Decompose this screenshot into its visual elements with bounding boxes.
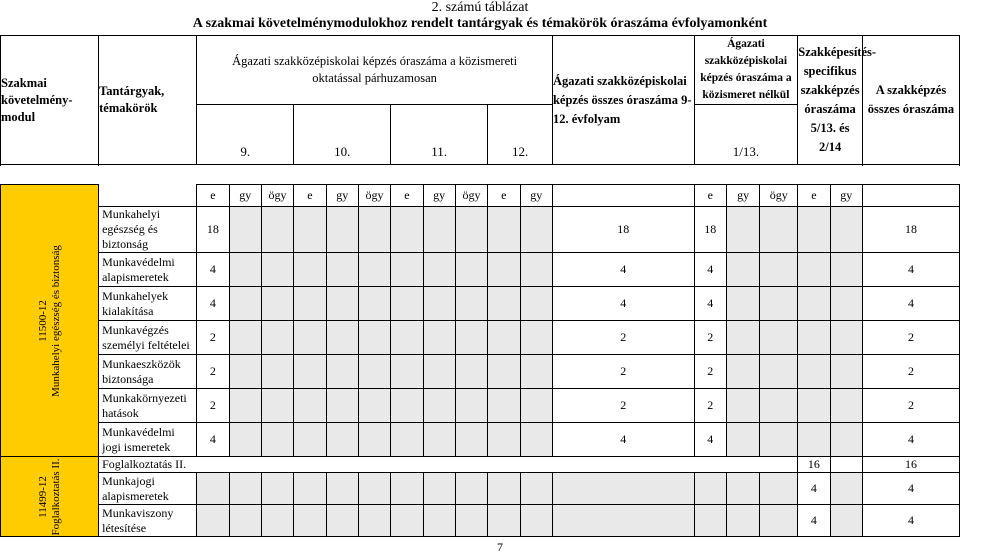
value-cell: 4 xyxy=(197,423,229,457)
topic-cell: Munkavédelmi jogi ismeretek xyxy=(99,423,197,457)
type-cell: ögy xyxy=(760,185,798,207)
value-cell: 2 xyxy=(197,321,229,355)
module-code-11500: 11500-12 xyxy=(36,299,49,342)
value-cell: 18 xyxy=(552,207,694,253)
value-cell: 16 xyxy=(862,457,959,473)
value-cell: 4 xyxy=(552,287,694,321)
table-row xyxy=(1,321,960,355)
type-cell xyxy=(552,185,694,207)
type-cell: e xyxy=(294,185,326,207)
value-cell: 4 xyxy=(862,253,959,287)
topic-cell: Munkavégzés személyi feltételei xyxy=(99,321,197,355)
value-cell: 18 xyxy=(862,207,959,253)
value-cell: 18 xyxy=(197,207,229,253)
header-gap xyxy=(1,165,960,185)
topic-cell: Munkahelyek kialakítása xyxy=(99,287,197,321)
header-subjects: Tantárgyak, témakörök xyxy=(99,36,197,165)
value-cell: 4 xyxy=(552,253,694,287)
topic-cell: Munkavédelmi alapismeretek xyxy=(99,253,197,287)
table-number: 2. számú táblázat xyxy=(431,0,529,15)
module-11500 xyxy=(1,185,99,457)
header-parallel: Ágazati szakközépiskolai képzés óraszáma a közismereti oktatással párhuzamosan xyxy=(197,36,553,105)
table-row xyxy=(1,389,960,423)
type-cell: ögy xyxy=(261,185,293,207)
value-cell: 4 xyxy=(798,505,830,537)
value-cell: 4 xyxy=(694,253,726,287)
header-without-general: Ágazati szakközépiskolai képzés óraszáma a közismeret nélkül xyxy=(694,36,798,105)
type-cell: gy xyxy=(229,185,261,207)
value-cell: 4 xyxy=(694,287,726,321)
header-specific: Szakképesítés-specifikus szakképzés óraszáma 5/13. és 2/14 xyxy=(798,36,863,165)
value-cell: 4 xyxy=(694,423,726,457)
type-row-blank xyxy=(99,185,197,207)
table-row xyxy=(1,287,960,321)
type-cell: e xyxy=(798,185,830,207)
value-cell: 4 xyxy=(862,505,959,537)
table-row xyxy=(1,457,960,473)
value-cell: 2 xyxy=(552,321,694,355)
value-cell: 4 xyxy=(862,287,959,321)
value-cell: 16 xyxy=(798,457,830,473)
table-row xyxy=(1,355,960,389)
header-sector-total: Ágazati szakközépiskolai képzés összes óraszáma 9-12. évfolyam xyxy=(552,36,694,165)
value-cell: 4 xyxy=(197,287,229,321)
module-code-11499: 11499-12 xyxy=(36,475,49,518)
header-year-11: 11. xyxy=(391,105,488,165)
header-total: A szakképzés összes óraszáma xyxy=(862,36,959,165)
topic-cell: Munkajogi alapismeretek xyxy=(99,473,197,505)
header-year-10: 10. xyxy=(294,105,391,165)
type-cell: e xyxy=(197,185,229,207)
type-cell: gy xyxy=(423,185,455,207)
value-cell: 2 xyxy=(862,389,959,423)
subject-label: Foglalkoztatás II. xyxy=(99,457,798,473)
header-year-13: 1/13. xyxy=(694,105,798,165)
type-cell: gy xyxy=(726,185,759,207)
value-cell: 2 xyxy=(694,355,726,389)
table-row xyxy=(1,423,960,457)
header-module: Szakmai követelmény-modul xyxy=(1,36,99,165)
module-name-11500: Munkahelyi egészség és biztonság xyxy=(49,244,62,397)
value-cell: 4 xyxy=(862,423,959,457)
table-row xyxy=(1,505,960,537)
value-cell: 2 xyxy=(694,321,726,355)
type-cell: gy xyxy=(830,185,862,207)
value-cell: 18 xyxy=(694,207,726,253)
value-cell: 2 xyxy=(197,389,229,423)
value-cell: 4 xyxy=(552,423,694,457)
topic-cell: Munkaeszközök biztonsága xyxy=(99,355,197,389)
type-cell: gy xyxy=(326,185,358,207)
module-11499 xyxy=(1,457,99,537)
table-row xyxy=(1,473,960,505)
value-cell: 2 xyxy=(197,355,229,389)
topic-cell: Munkaviszony létesítése xyxy=(99,505,197,537)
header-year-12: 12. xyxy=(488,105,553,165)
type-cell: e xyxy=(488,185,520,207)
type-cell: ögy xyxy=(358,185,390,207)
value-cell: 2 xyxy=(552,389,694,423)
value-cell: 2 xyxy=(862,355,959,389)
value-cell: 4 xyxy=(197,253,229,287)
value-cell: 2 xyxy=(862,321,959,355)
type-cell xyxy=(862,185,959,207)
page-number: 7 xyxy=(497,540,503,554)
value-cell: 4 xyxy=(798,473,830,505)
type-cell: e xyxy=(694,185,726,207)
type-cell: gy xyxy=(520,185,552,207)
table-row xyxy=(1,207,960,253)
type-row xyxy=(1,185,960,207)
topic-cell: Munkakörnyezeti hatások xyxy=(99,389,197,423)
type-cell: e xyxy=(391,185,423,207)
type-cell: ögy xyxy=(455,185,487,207)
topic-cell: Munkahelyi egészség és biztonság xyxy=(99,207,197,253)
table-title: A szakmai követelménymodulokhoz rendelt tantárgyak és témakörök óraszáma évfolyamonként xyxy=(192,16,768,31)
module-name-11499: Foglalkoztatás II. xyxy=(49,458,62,535)
value-cell: 4 xyxy=(862,473,959,505)
value-cell: 2 xyxy=(552,355,694,389)
header-year-9: 9. xyxy=(197,105,294,165)
table-row xyxy=(1,253,960,287)
value-cell: 2 xyxy=(694,389,726,423)
hours-table xyxy=(0,35,960,537)
